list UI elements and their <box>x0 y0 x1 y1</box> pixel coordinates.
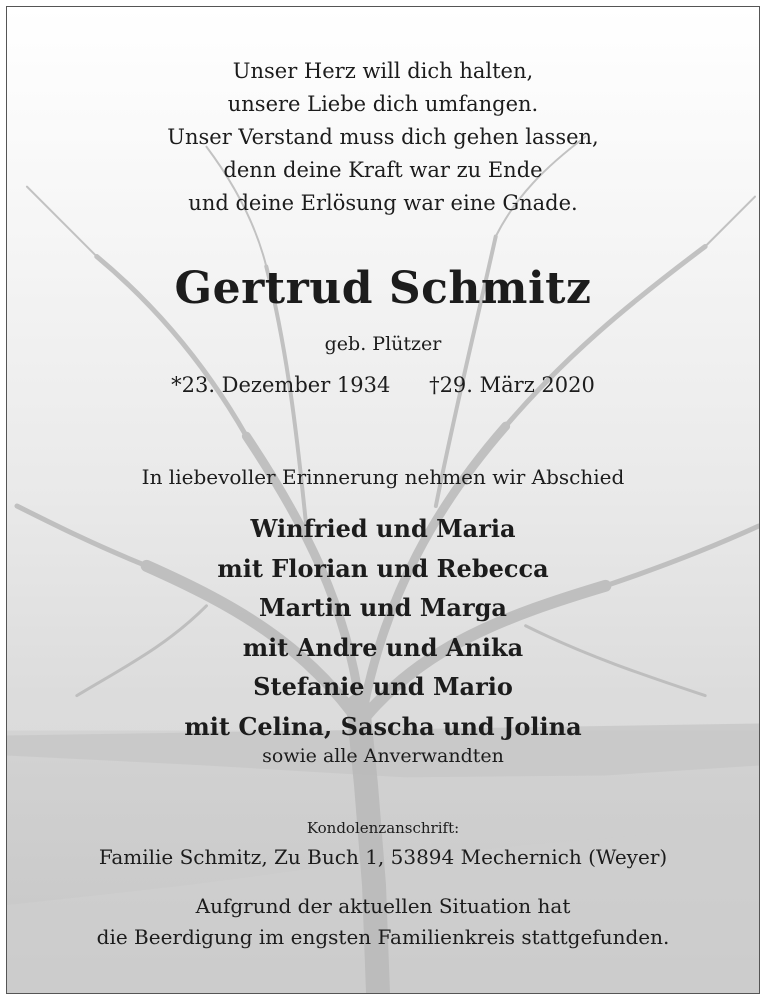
funeral-note <box>7 891 759 953</box>
condolence-address: Familie Schmitz, Zu Buch 1, 53894 Mechernich (Weyer) <box>98 845 668 869</box>
poem-line: Unser Verstand muss dich gehen lassen, <box>167 125 599 149</box>
maiden-name: geb. Plützer <box>324 333 442 355</box>
funeral-note-line: Aufgrund der aktuellen Situation hat <box>195 894 571 918</box>
relatives-line: sowie alle Anverwandten <box>262 745 504 767</box>
condolence-label: Kondolenzanschrift: <box>306 819 460 837</box>
life-dates <box>7 373 759 397</box>
mourner-line: mit Florian und Rebecca <box>217 553 549 583</box>
poem-line: Unser Herz will dich halten, <box>232 59 534 83</box>
death-date: †29. März 2020 <box>429 373 595 397</box>
mourner-line: Winfried und Maria <box>250 514 516 543</box>
mourner-line: Martin und Marga <box>259 593 507 623</box>
funeral-note-line: die Beerdigung im engsten Familienkreis stattgefunden. <box>96 925 670 949</box>
mourner-line: mit Andre und Anika <box>242 632 524 662</box>
poem-line: denn deine Kraft war zu Ende <box>223 158 543 182</box>
poem-line: unsere Liebe dich umfangen. <box>227 92 539 116</box>
birth-date: *23. Dezember 1934 <box>171 373 391 397</box>
farewell-intro: In liebevoller Erinnerung nehmen wir Abschied <box>141 465 625 489</box>
mourners-list <box>7 509 759 747</box>
obituary-notice <box>6 6 760 994</box>
mourner-line: mit Celina, Sascha und Jolina <box>184 711 582 741</box>
poem <box>7 55 759 220</box>
deceased-name: Gertrud Schmitz <box>174 263 592 314</box>
poem-line: und deine Erlösung war eine Gnade. <box>188 191 578 215</box>
mourner-line: Stefanie und Mario <box>253 672 513 702</box>
